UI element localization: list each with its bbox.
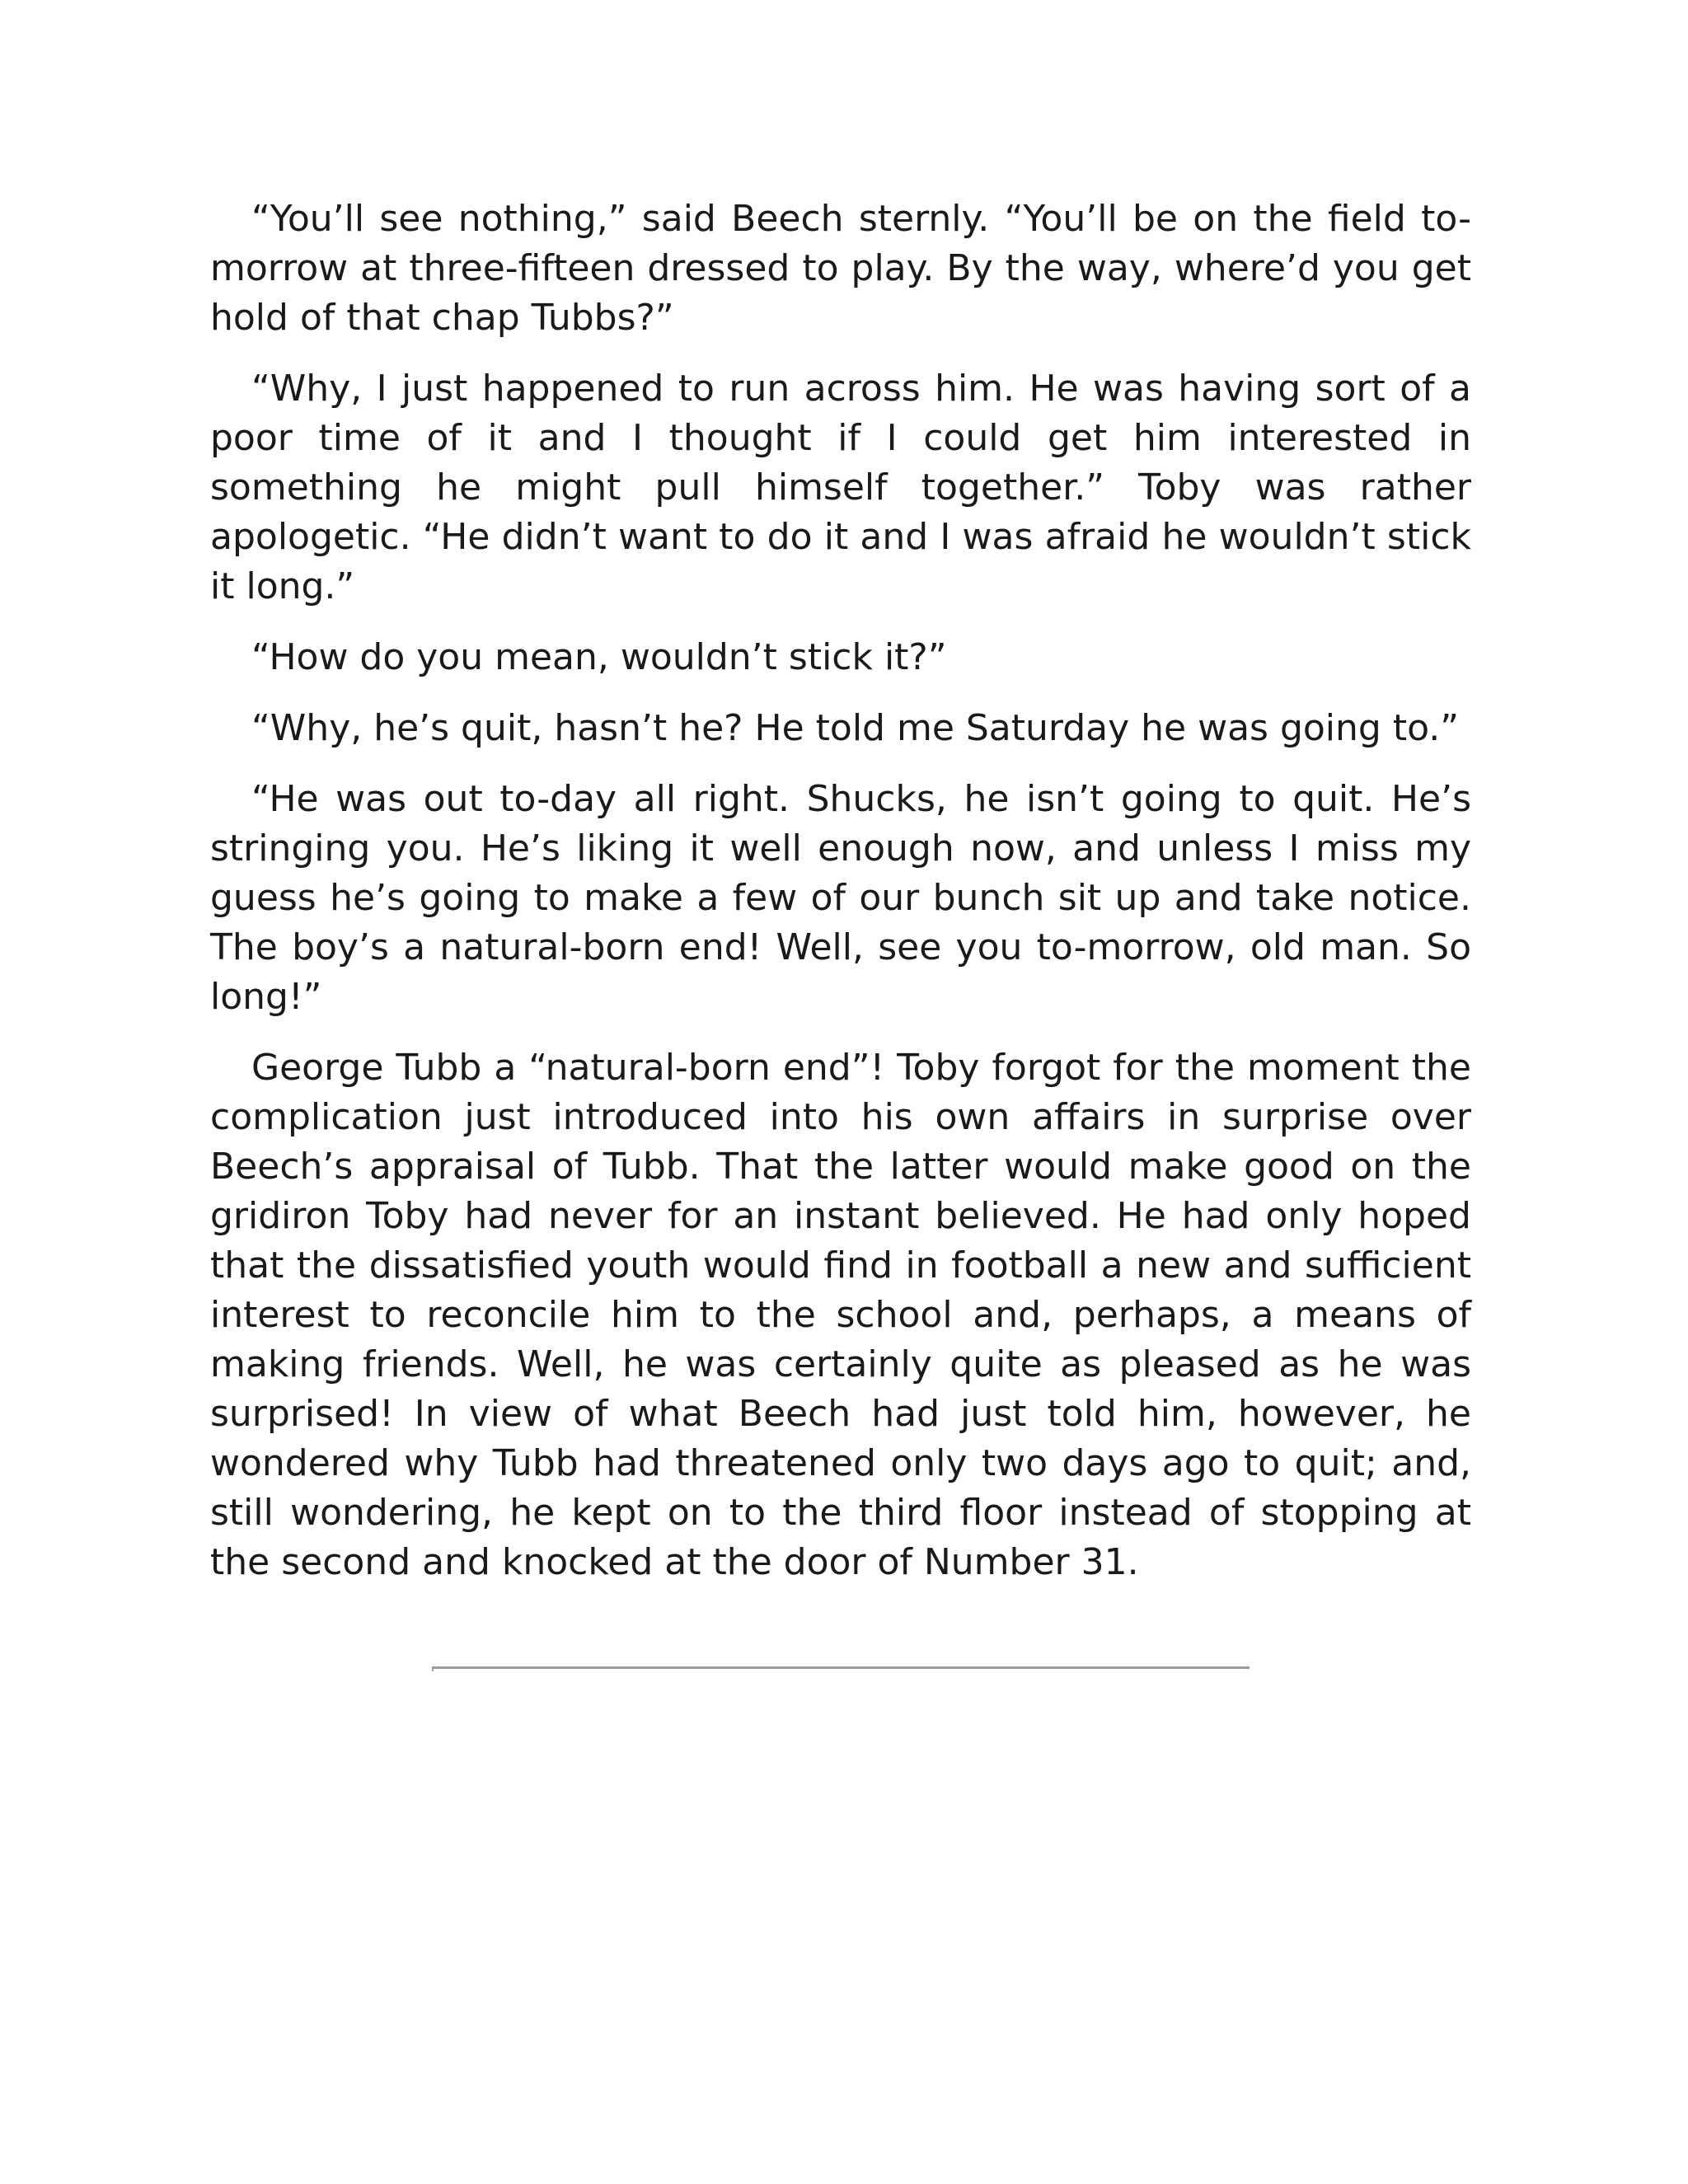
paragraph-1: “You’ll see nothing,” said Beech sternly. “You’ll be on the field to-morrow at three-fifteen dressed to play. By the way, where’d you get hold of that chap Tubbs?” bbox=[210, 198, 1471, 339]
paragraph-2: “Why, I just happened to run across him. He was having sort of a poor time of it and I thought if I could get him interested in something he might pull himself together.” Toby was rather apologetic. “He didn’t want to do it and I was afraid he wouldn’t stick it long.” bbox=[210, 368, 1471, 607]
paragraph-5: “He was out to-day all right. Shucks, he isn’t going to quit. He’s stringing you. He’s liking it well enough now, and unless I miss my guess he’s going to make a few of our bunch sit up and take notice. The boy’s a natural-born end! Well, see you to-morrow, old man. So long!” bbox=[210, 778, 1471, 1018]
paragraph-6: George Tubb a “natural-born end”! Toby forgot for the moment the complication just introduced into his own affairs in surprise over Beech’s appraisal of Tubb. That the latter would make good on the gridiron Toby had never for an instant believed. He had only hoped that the dissatisfied youth would find in football a new and sufficient interest to reconcile him to the school and, perhaps, a means of making friends. Well, he was certainly quite as pleased as he was surprised! In view of what Beech had just told him, however, he wondered why Tubb had threatened only two days ago to quit; and, still wondering, he kept on to the third floor instead of stopping at the second and knocked at the door of Number 31. bbox=[210, 1047, 1471, 1583]
paragraph-3: “How do you mean, wouldn’t stick it?” bbox=[251, 636, 947, 678]
section-divider bbox=[432, 1666, 1250, 1671]
body-text bbox=[210, 194, 1471, 1609]
paragraph-4: “Why, he’s quit, hasn’t he? He told me Saturday he was going to.” bbox=[251, 707, 1459, 749]
